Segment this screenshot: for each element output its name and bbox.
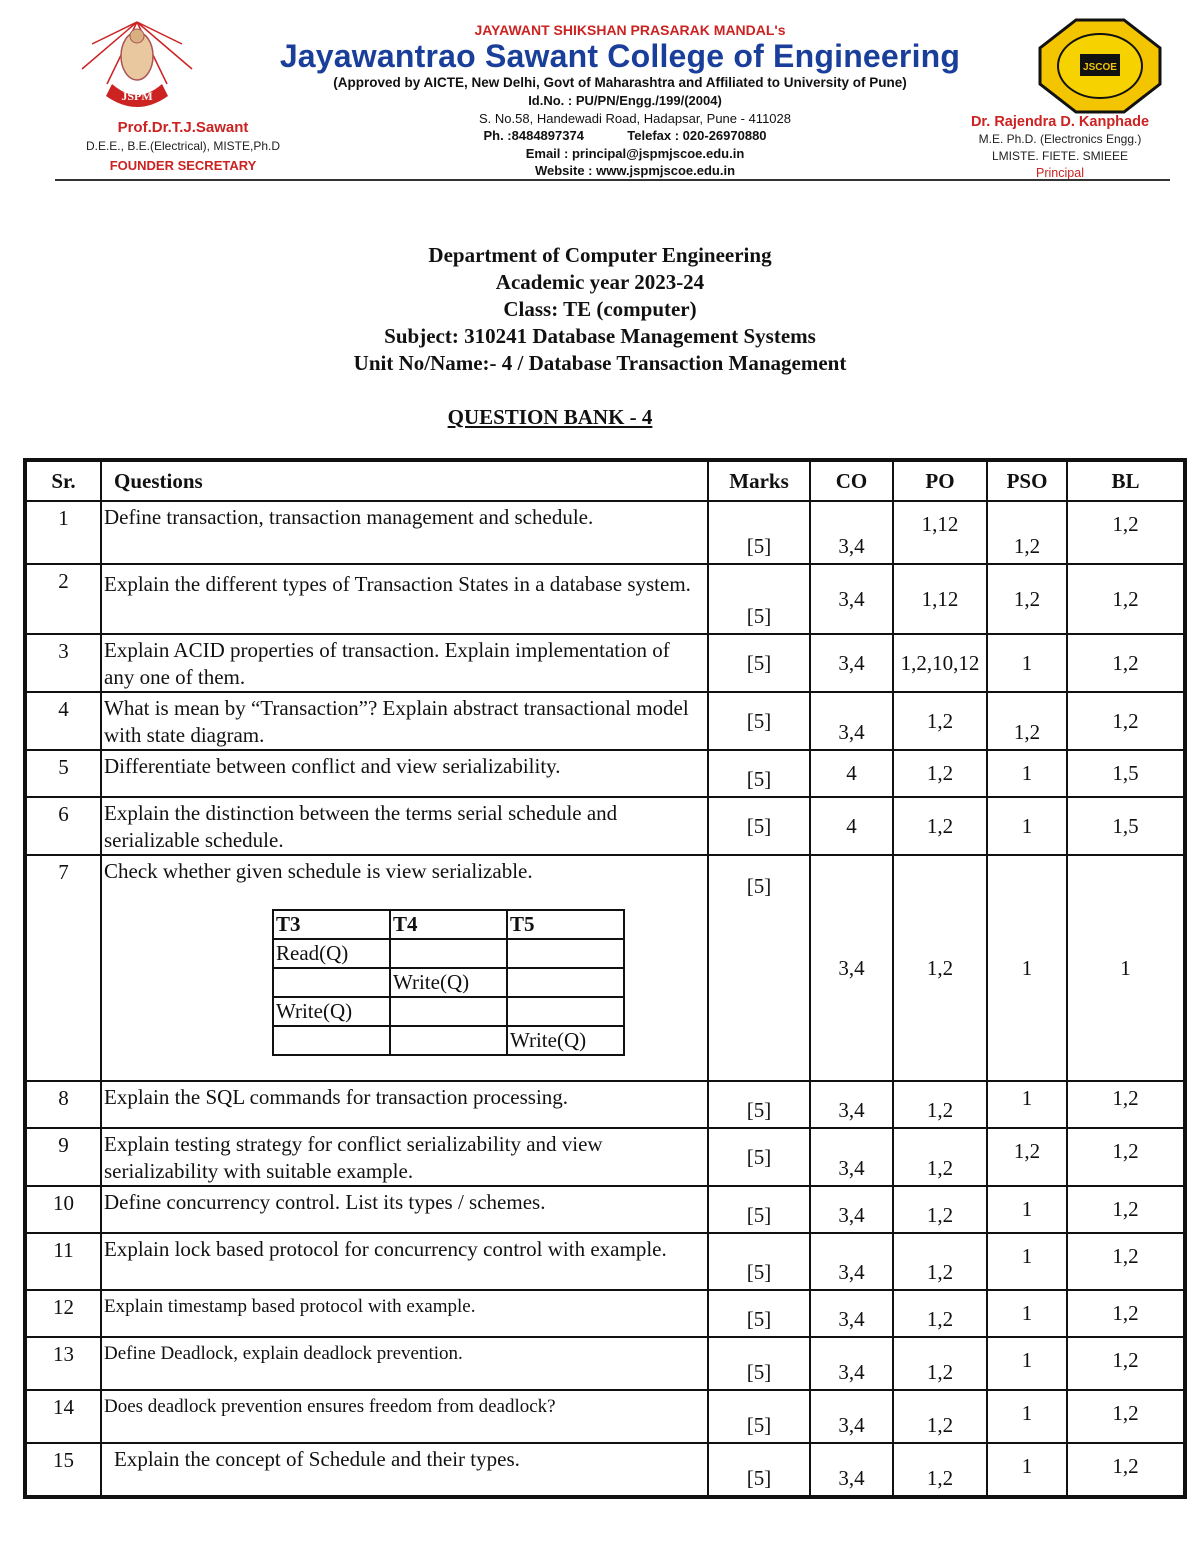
principal-name: Dr. Rajendra D. Kanphade — [970, 114, 1150, 130]
row-po: 1,2 — [893, 1337, 987, 1390]
row-po: 1,2 — [893, 1390, 987, 1443]
row-pso: 1 — [987, 750, 1067, 797]
table-row — [25, 855, 1185, 1081]
schedule-header-row — [273, 910, 624, 939]
row-sr: 6 — [25, 797, 101, 855]
row-marks: [5] — [708, 1081, 810, 1128]
row-question: Explain lock based protocol for concurrency control with example. — [101, 1233, 708, 1290]
row-co: 3,4 — [810, 1337, 893, 1390]
row-po: 1,2 — [893, 855, 987, 1081]
table-row — [25, 564, 1185, 634]
row-marks: [5] — [708, 1390, 810, 1443]
row-bl: 1,2 — [1067, 692, 1185, 750]
letterhead — [0, 0, 1200, 205]
table-row — [25, 1186, 1185, 1233]
email: Email : principal@jspmjscoe.edu.in — [525, 145, 745, 161]
header-questions: Questions — [101, 460, 708, 501]
department-line: Department of Computer Engineering — [428, 243, 772, 267]
schedule-cell — [507, 968, 624, 997]
founder-name: Prof.Dr.T.J.Sawant — [117, 119, 249, 136]
row-po: 1,2 — [893, 750, 987, 797]
header-po: PO — [893, 460, 987, 501]
row-question: What is mean by “Transaction”? Explain abstract transactional model with state diagram. — [101, 692, 708, 750]
row-pso: 1 — [987, 634, 1067, 692]
row-co: 3,4 — [810, 1390, 893, 1443]
row-sr: 9 — [25, 1128, 101, 1186]
jspm-logo-icon — [72, 14, 202, 114]
row-sr: 3 — [25, 634, 101, 692]
row-co: 3,4 — [810, 692, 893, 750]
schedule-header: T3 — [273, 910, 390, 939]
row-marks: [5] — [708, 1233, 810, 1290]
document-heading — [0, 242, 1200, 377]
row-marks: [5] — [708, 1186, 810, 1233]
letterhead-divider — [55, 179, 1170, 181]
founder-degrees: D.E.E., B.E.(Electrical), MISTE,Ph.D — [85, 139, 281, 153]
row-po: 1,2 — [893, 1443, 987, 1497]
row-marks: [5] — [708, 1337, 810, 1390]
row-bl: 1,2 — [1067, 634, 1185, 692]
row-bl: 1 — [1067, 855, 1185, 1081]
row-pso: 1 — [987, 1337, 1067, 1390]
row-pso: 1 — [987, 797, 1067, 855]
row-sr: 13 — [25, 1337, 101, 1390]
row-question: Explain the different types of Transaction States in a database system. — [101, 564, 708, 634]
table-row — [25, 692, 1185, 750]
row-marks: [5] — [708, 692, 810, 750]
table-row — [25, 1443, 1185, 1497]
website: Website : www.jspmjscoe.edu.in — [534, 163, 736, 178]
row-question: Differentiate between conflict and view serializability. — [101, 750, 708, 797]
table-row — [25, 1290, 1185, 1337]
schedule-row — [273, 997, 624, 1026]
schedule-cell — [390, 1026, 507, 1055]
principal-degrees: M.E. Ph.D. (Electronics Engg.) — [978, 132, 1142, 146]
svg-text:JSPM: JSPM — [121, 89, 153, 103]
society-name: JAYAWANT SHIKSHAN PRASARAK MANDAL's — [474, 22, 786, 38]
row-marks: [5] — [708, 634, 810, 692]
schedule-cell — [273, 968, 390, 997]
row-marks: [5] — [708, 1443, 810, 1497]
schedule-table — [272, 909, 625, 1056]
header-marks: Marks — [708, 460, 810, 501]
row-po: 1,2 — [893, 692, 987, 750]
row-sr: 5 — [25, 750, 101, 797]
id-number: Id.No. : PU/PN/Engg./199/(2004) — [528, 93, 722, 108]
header-co: CO — [810, 460, 893, 501]
row-pso: 1,2 — [987, 1128, 1067, 1186]
table-row — [25, 634, 1185, 692]
schedule-cell: Write(Q) — [390, 968, 507, 997]
row-marks: [5] — [708, 750, 810, 797]
row-marks: [5] — [708, 797, 810, 855]
row-pso: 1,2 — [987, 501, 1067, 564]
row-po: 1,2 — [893, 1186, 987, 1233]
row-question: Define transaction, transaction management and schedule. — [101, 501, 708, 564]
row-co: 4 — [810, 750, 893, 797]
question-table — [23, 458, 1187, 1499]
row-co: 3,4 — [810, 1186, 893, 1233]
row-bl: 1,5 — [1067, 750, 1185, 797]
row-question: Define concurrency control. List its types / schemes. — [101, 1186, 708, 1233]
phone: Ph. :8484897374 — [483, 128, 584, 143]
row-sr: 7 — [25, 855, 101, 1081]
row-co: 3,4 — [810, 1128, 893, 1186]
row-po: 1,2 — [893, 1081, 987, 1128]
approval-line: (Approved by AICTE, New Delhi, Govt of Maharashtra and Affiliated to University of Pune) — [333, 75, 907, 90]
row-bl: 1,5 — [1067, 797, 1185, 855]
table-header-row — [25, 460, 1185, 501]
row-bl: 1,2 — [1067, 564, 1185, 634]
row-co: 3,4 — [810, 1081, 893, 1128]
row-sr: 15 — [25, 1443, 101, 1497]
header-pso: PSO — [987, 460, 1067, 501]
row-question: Explain the concept of Schedule and their types. — [101, 1443, 708, 1497]
row-pso: 1,2 — [987, 692, 1067, 750]
row-po: 1,2,10,12 — [893, 634, 987, 692]
college-info — [225, 22, 1015, 180]
subject-line: Subject: 310241 Database Management Systems — [384, 324, 816, 348]
row-co: 4 — [810, 797, 893, 855]
question-bank-title: QUESTION BANK - 4 — [447, 405, 653, 429]
table-row — [25, 1128, 1185, 1186]
row-marks: [5] — [708, 855, 810, 1081]
table-row — [25, 1233, 1185, 1290]
row-sr: 12 — [25, 1290, 101, 1337]
row-po: 1,2 — [893, 1290, 987, 1337]
row-pso: 1 — [987, 1443, 1067, 1497]
row-question-cell — [101, 855, 708, 1081]
table-row — [25, 1337, 1185, 1390]
schedule-cell: Write(Q) — [273, 997, 390, 1026]
row-co: 3,4 — [810, 1290, 893, 1337]
row-po: 1,2 — [893, 1128, 987, 1186]
table-row — [25, 1390, 1185, 1443]
table-row — [25, 501, 1185, 564]
row-bl: 1,2 — [1067, 1233, 1185, 1290]
schedule-cell: Read(Q) — [273, 939, 390, 968]
founder-role: FOUNDER SECRETARY — [109, 158, 257, 173]
row-bl: 1,2 — [1067, 1290, 1185, 1337]
row-sr: 8 — [25, 1081, 101, 1128]
telefax: Telefax : 020-26970880 — [627, 128, 767, 143]
schedule-row — [273, 939, 624, 968]
row-pso: 1 — [987, 1233, 1067, 1290]
row-sr: 11 — [25, 1233, 101, 1290]
class-line: Class: TE (computer) — [503, 297, 697, 321]
table-row — [25, 797, 1185, 855]
schedule-row — [273, 1026, 624, 1055]
row-po: 1,12 — [893, 564, 987, 634]
row-question: Define Deadlock, explain deadlock prevention. — [101, 1337, 708, 1390]
row-po: 1,12 — [893, 501, 987, 564]
row-sr: 1 — [25, 501, 101, 564]
header-bl: BL — [1067, 460, 1185, 501]
row-sr: 2 — [25, 564, 101, 634]
row-bl: 1,2 — [1067, 1128, 1185, 1186]
row-co: 3,4 — [810, 1443, 893, 1497]
row-co: 3,4 — [810, 501, 893, 564]
row-co: 3,4 — [810, 564, 893, 634]
row-sr: 14 — [25, 1390, 101, 1443]
row-pso: 1 — [987, 1081, 1067, 1128]
row-question: Check whether given schedule is view serializable. — [104, 859, 533, 883]
row-marks: [5] — [708, 501, 810, 564]
academic-year-line: Academic year 2023-24 — [495, 270, 705, 294]
row-pso: 1 — [987, 1390, 1067, 1443]
header-sr: Sr. — [25, 460, 101, 501]
row-sr: 10 — [25, 1186, 101, 1233]
row-sr: 4 — [25, 692, 101, 750]
row-bl: 1,2 — [1067, 1081, 1185, 1128]
row-pso: 1 — [987, 1186, 1067, 1233]
principal-block — [925, 114, 1195, 182]
principal-role: Principal — [1036, 166, 1084, 180]
principal-memberships: LMISTE. FIETE. SMIEEE — [991, 149, 1129, 163]
row-po: 1,2 — [893, 797, 987, 855]
row-pso: 1 — [987, 855, 1067, 1081]
row-bl: 1,2 — [1067, 1443, 1185, 1497]
row-marks: [5] — [708, 1290, 810, 1337]
row-co: 3,4 — [810, 1233, 893, 1290]
row-question: Explain timestamp based protocol with example. — [101, 1290, 708, 1337]
schedule-header: T5 — [507, 910, 624, 939]
schedule-cell — [390, 997, 507, 1026]
row-pso: 1 — [987, 1290, 1067, 1337]
row-bl: 1,2 — [1067, 501, 1185, 564]
row-question: Explain the SQL commands for transaction processing. — [101, 1081, 708, 1128]
row-bl: 1,2 — [1067, 1337, 1185, 1390]
row-co: 3,4 — [810, 634, 893, 692]
row-po: 1,2 — [893, 1233, 987, 1290]
schedule-cell: Write(Q) — [507, 1026, 624, 1055]
row-marks: [5] — [708, 1128, 810, 1186]
schedule-cell — [273, 1026, 390, 1055]
row-bl: 1,2 — [1067, 1390, 1185, 1443]
schedule-cell — [507, 939, 624, 968]
schedule-cell — [390, 939, 507, 968]
row-question: Explain the distinction between the terms serial schedule and serializable schedule. — [101, 797, 708, 855]
row-pso: 1,2 — [987, 564, 1067, 634]
row-marks: [5] — [708, 564, 810, 634]
unit-line: Unit No/Name:- 4 / Database Transaction Management — [353, 351, 847, 375]
college-name: Jayawantrao Sawant College of Engineering — [279, 38, 961, 74]
table-row — [25, 750, 1185, 797]
svg-text:JSCOE: JSCOE — [1083, 62, 1117, 73]
schedule-header: T4 — [390, 910, 507, 939]
address: S. No.58, Handewadi Road, Hadapsar, Pune - 411028 — [479, 110, 791, 126]
row-question: Explain ACID properties of transaction. Explain implementation of any one of them. — [101, 634, 708, 692]
row-question: Explain testing strategy for conflict serializability and view serializability with suitable example. — [101, 1128, 708, 1186]
schedule-cell — [507, 997, 624, 1026]
table-row — [25, 1081, 1185, 1128]
row-question: Does deadlock prevention ensures freedom from deadlock? — [101, 1390, 708, 1443]
schedule-row — [273, 968, 624, 997]
row-bl: 1,2 — [1067, 1186, 1185, 1233]
row-co: 3,4 — [810, 855, 893, 1081]
college-seal-icon — [1036, 18, 1164, 114]
